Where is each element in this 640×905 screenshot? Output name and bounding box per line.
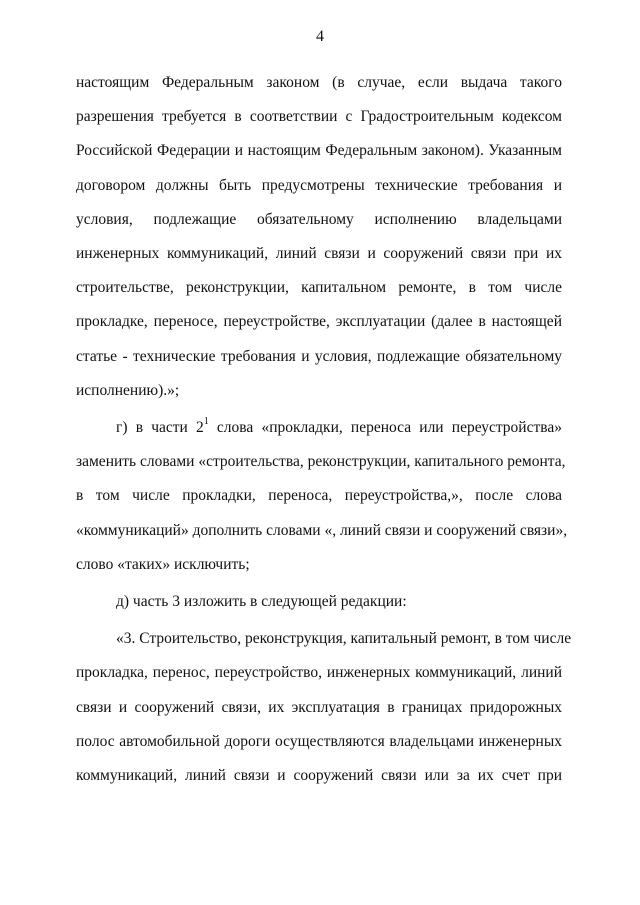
text-line: прокладке, переносе, переустройстве, эксплуатации (далее в настоящей	[76, 313, 562, 331]
text-line	[76, 411, 562, 445]
paragraph-continuation	[76, 66, 562, 408]
text-line: д) часть 3 изложить в следующей редакции:	[116, 593, 407, 611]
paragraph-item-d	[76, 585, 562, 619]
text-line: связи и сооружений связи, их эксплуатация в границах придорожных	[76, 698, 562, 716]
text-line: статье - технические требования и условия, подлежащие обязательному	[76, 347, 562, 365]
text-line: условия, подлежащие обязательному исполнению владельцами	[76, 210, 562, 228]
text-fragment: г) в части 2	[116, 419, 204, 437]
text-line: инженерных коммуникаций, линий связи и сооружений связи при их	[76, 245, 562, 263]
text-fragment: слова «прокладки, переноса или переустройства»	[208, 419, 562, 437]
text-line: строительстве, реконструкции, капитальном ремонте, в том числе	[76, 279, 562, 297]
text-line: «коммуникаций» дополнить словами «, линий связи и сооружений связи»,	[76, 521, 568, 539]
superscript: 1	[203, 415, 209, 427]
text-line: коммуникаций, линий связи и сооружений связи или за их счет при	[76, 767, 562, 785]
text-line: Российской Федерации и настоящим Федеральным законом). Указанным	[76, 142, 562, 160]
text-line: полос автомобильной дороги осуществляются владельцами инженерных	[76, 732, 562, 750]
paragraph-item-g	[76, 411, 568, 582]
text-line: исполнению).»;	[76, 381, 180, 399]
text-line: настоящим Федеральным законом (в случае, если выдача такого	[76, 74, 562, 91]
text-line: слово «таких» исключить;	[76, 555, 250, 573]
document-body	[76, 66, 572, 793]
text-line: в том числе прокладки, переноса, переустройства,», после слова	[76, 487, 562, 505]
text-line: прокладка, перенос, переустройство, инженерных коммуникаций, линий	[76, 664, 562, 682]
text-line: заменить словами «строительства, реконструкции, капитального ремонта,	[76, 453, 566, 471]
page-number: 4	[316, 28, 324, 45]
text-line: договором должны быть предусмотрены технические требования и	[76, 176, 562, 194]
paragraph-part-3	[76, 622, 572, 793]
text-line: разрешения требуется в соответствии с Градостроительным кодексом	[76, 108, 562, 126]
text-line: «3. Строительство, реконструкция, капитальный ремонт, в том числе	[116, 630, 572, 648]
